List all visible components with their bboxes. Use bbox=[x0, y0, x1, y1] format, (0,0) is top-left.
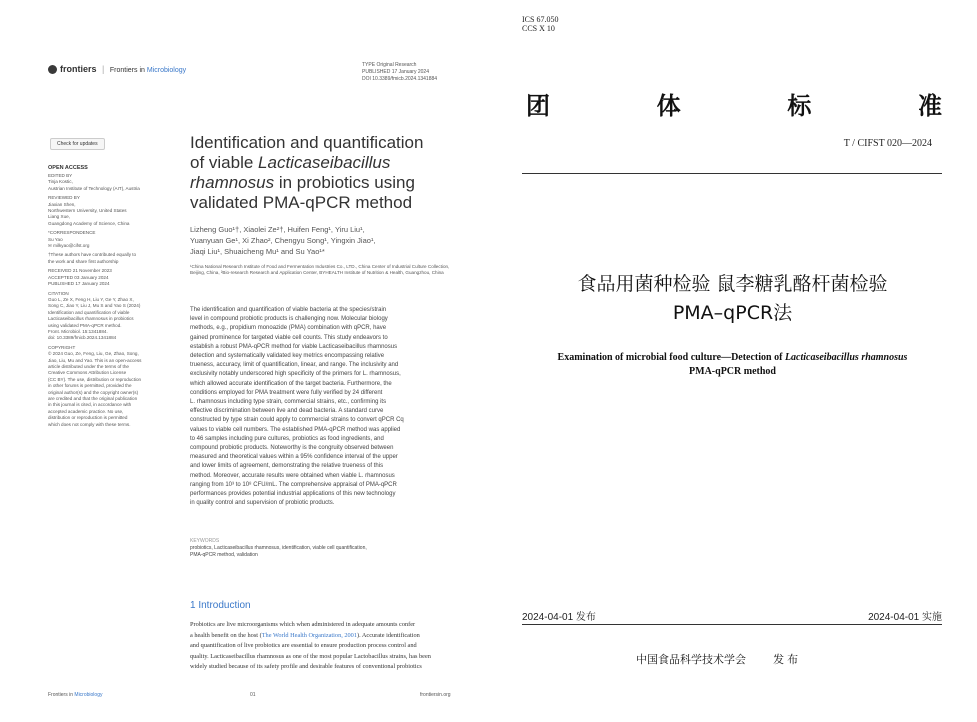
sidebar-line: Austrian Institute of Technology (AIT), Austria bbox=[48, 185, 140, 191]
abstract-line: trueness, accuracy, limit of quantification, linear, and range. The inclusivity and bbox=[190, 362, 399, 369]
sidebar-line: Jiao, Liu, Mu and Yao. This is an open-access bbox=[48, 357, 142, 363]
sidebar-line: distribution or reproduction is permitted bbox=[48, 415, 128, 421]
journal-brand: frontiers | Frontiers in Microbiology bbox=[48, 64, 186, 74]
intro-paragraph: Probiotics are live microorganisms which when administered in adequate amounts confer a health benefit on the host (The World Health Organization, 2001). Accurate identification and quantification of live probiotics are essential to ensure production process control and quality. Lacticaseibacillus rhamnosus as one of the most popular Lactobacillus strains, has been widely studied because of its safety profile and desirable features of conventional probiotics bbox=[190, 621, 431, 670]
abstract bbox=[190, 306, 460, 508]
abstract-line: performances provides potential industrial applications of this new technology bbox=[190, 491, 396, 498]
sidebar-line: Guo L, Ze X, Feng H, Liu Y, Ge Y, Zhao X, bbox=[48, 296, 134, 302]
issue-date: 2024-04-01 发布 bbox=[522, 612, 596, 623]
article-page bbox=[0, 0, 488, 722]
sidebar-line: which does not comply with these terms. bbox=[48, 421, 131, 427]
sidebar-line: REVIEWED BY bbox=[48, 195, 80, 201]
sidebar-line: Identification and quantification of viable bbox=[48, 309, 130, 315]
keywords: KEYWORDS probiotics, Lacticaseibacillus rhamnosus, identification, viable cell quantification, PMA-qPCR method, validation bbox=[190, 538, 367, 558]
classification-codes: ICS 67.050 CCS X 10 bbox=[522, 15, 559, 33]
sidebar-line: Creative Commons Attribution License bbox=[48, 370, 127, 376]
sidebar-line: Tinja Kostic, bbox=[48, 179, 73, 185]
sidebar-line: COPYRIGHT bbox=[48, 344, 76, 350]
abstract-line: values to viable cell numbers. The established PMA-qPCR method was applied bbox=[190, 426, 401, 433]
sidebar-line: (CC BY). The use, distribution or reproduction bbox=[48, 376, 142, 382]
sidebar-line: Su Yao bbox=[48, 236, 63, 242]
article-title: Identification and quantification of viable Lacticaseibacillus rhamnosus in probiotics using validated PMA-qPCR method bbox=[190, 133, 424, 212]
standard-cover-page bbox=[488, 0, 977, 722]
abstract-line: L. rhamnosus including type strain, commercial strains, etc., confirming its bbox=[190, 399, 387, 406]
article-meta: TYPE Original Research PUBLISHED 17 January 2024 DOI 10.3389/fmicb.2024.1341884 bbox=[362, 62, 438, 82]
article-sidebar bbox=[48, 173, 176, 428]
abstract-line: measured and theoretical values within a 95% confidence interval of the upper bbox=[190, 454, 398, 461]
sidebar-line: Jiaxian Shen, bbox=[48, 201, 76, 207]
abstract-line: methods, e.g., propidium monoazide (PMA) combination with qPCR, have bbox=[190, 325, 387, 332]
abstract-line: and lower limits of agreement, demonstrating the relative trueness of this bbox=[190, 463, 384, 470]
sidebar-line: in other forums is permitted, provided the bbox=[48, 383, 132, 389]
sidebar-line: are credited and that the original publication bbox=[48, 396, 138, 401]
sidebar-line: using validated PMA-qPCR method. bbox=[48, 322, 122, 328]
abstract-line: effective discrimination between live and dead bacteria. A standard curve bbox=[190, 408, 384, 415]
abstract-line: in quality control and supervision of probiotic products. bbox=[190, 500, 335, 507]
sidebar-line: doi: 10.3389/fmicb.2024.1341884 bbox=[48, 335, 117, 341]
abstract-line: exclusivity notably underscored high specificity of the primers for L. rhamnosus, bbox=[190, 371, 401, 378]
publisher: 中国食品科学技术学会 发 布 bbox=[636, 654, 799, 666]
abstract-line: conditions employed for PMA treatment were fully verified by 24 different bbox=[190, 389, 383, 396]
citation-link[interactable]: The World Health Organization, 2001 bbox=[261, 631, 357, 639]
abstract-line: gained prominence for targeted viable cell counts. This study endeavors to bbox=[190, 334, 388, 341]
check-updates-label: Check for updates bbox=[57, 141, 98, 147]
abstract-line: to 46 samples including pure cultures, probiotics as food ingredients, and bbox=[190, 435, 384, 442]
sidebar-line: Guangdong Academy of Science, China bbox=[48, 220, 130, 226]
abstract-line: constructed by type strain could apply to commercial strains to convert qPCR Cq bbox=[190, 417, 404, 424]
sidebar-line: *CORRESPONDENCE bbox=[48, 230, 96, 236]
abstract-line: ranging from 10³ to 10⁸ CFU/mL. The comprehensive appraisal of PMA-qPCR bbox=[190, 481, 397, 488]
sidebar-line: EDITED BY bbox=[48, 173, 73, 178]
section-heading: 1 Introduction bbox=[190, 600, 251, 611]
sidebar-line: Northwestern University, United States bbox=[48, 208, 127, 214]
open-access-label: OPEN ACCESS bbox=[48, 165, 88, 171]
abstract-line: establish a robust PMA-qPCR method for viable Lacticaseibacillus rhamnosus bbox=[190, 343, 398, 350]
footer-journal: Frontiers in Microbiology bbox=[48, 692, 103, 698]
sidebar-line: accepted academic practice. No use, bbox=[48, 408, 124, 414]
sidebar-line: © 2024 Guo, Ze, Feng, Liu, Ge, Zhao, Song, bbox=[48, 351, 139, 357]
cn-title: 食品用菌种检验 鼠李糖乳酪杆菌检验 PMA–qPCR法 bbox=[577, 273, 888, 324]
sidebar-line: Liang Xue, bbox=[48, 214, 70, 220]
sidebar-line: ✉ milkyao@cifst.org bbox=[48, 243, 90, 249]
footer-url: frontiersin.org bbox=[420, 692, 451, 698]
header-divider bbox=[522, 173, 942, 174]
implementation-date: 2024-04-01 实施 bbox=[868, 612, 942, 623]
sidebar-line: Song C, Jiao Y, Liu J, Mu S and Yao S (2024) bbox=[48, 303, 141, 309]
sidebar-line: †These authors have contributed equally to bbox=[48, 252, 137, 258]
footer-divider bbox=[522, 624, 942, 625]
abstract-line: detection and systematically validated key metrics encompassing relative bbox=[190, 353, 385, 360]
abstract-line: which allowed accurate identification of the target bacteria. Furthermore, the bbox=[190, 380, 392, 387]
page-number: 01 bbox=[250, 692, 256, 698]
en-title: Examination of microbial food culture—Detection of Lacticaseibacillus rhamnosus PMA-qPCR method bbox=[557, 352, 908, 377]
abstract-line: The identification and quantification of viable bacteria at the species/strain bbox=[190, 307, 387, 313]
sidebar-line: article distributed under the terms of the bbox=[48, 363, 129, 369]
sidebar-line: Front. Microbiol. 15:1341884. bbox=[48, 328, 108, 334]
abstract-line: level in compound probiotic products is challenging now. Molecular biology bbox=[190, 316, 388, 323]
sidebar-line: in this journal is cited, in accordance with bbox=[48, 402, 132, 408]
abstract-line: compound probiotic products. Noteworthy is the congruity observed between bbox=[190, 445, 394, 452]
sidebar-line: ACCEPTED 03 January 2024 bbox=[48, 274, 109, 280]
abstract-line: method. Moreover, accurate results were obtained when viable L. rhamnosus bbox=[190, 472, 395, 479]
article-authors: Lizheng Guo¹†, Xiaolei Ze²†, Huifen Feng¹, Yiru Liu¹, Yuanyuan Ge¹, Xi Zhao², Chengyu Song¹, Yingxin Jiao¹, Jiaqi Liu¹, Shuaicheng Mu¹ and Su Yao¹* bbox=[190, 225, 376, 256]
sidebar-line: PUBLISHED 17 January 2024 bbox=[48, 281, 110, 287]
sidebar-line: Lacticaseibacillus rhamnosus in probiotics bbox=[48, 316, 134, 322]
check-updates-button[interactable] bbox=[50, 138, 105, 150]
standard-number: T / CIFST 020—2024 bbox=[843, 138, 932, 149]
sidebar-line: original author(s) and the copyright owner(s) bbox=[48, 389, 139, 395]
sidebar-line: RECEIVED 21 November 2023 bbox=[48, 268, 112, 274]
sidebar-line: the work and share first authorship bbox=[48, 258, 119, 264]
frontiers-logo-icon bbox=[48, 65, 57, 74]
standard-header: 团 体 标 准 bbox=[526, 92, 942, 120]
affiliations: ¹China National Research Institute of Food and Fermentation Industries Co., LTD., China Center of Industrial Culture Collection, Beijing, China, ²Bio-research Research and Application Center, BYHEALTH Institute of Nutrition & Health, Guangzhou, China bbox=[190, 264, 450, 276]
sidebar-line: CITATION bbox=[48, 290, 69, 296]
